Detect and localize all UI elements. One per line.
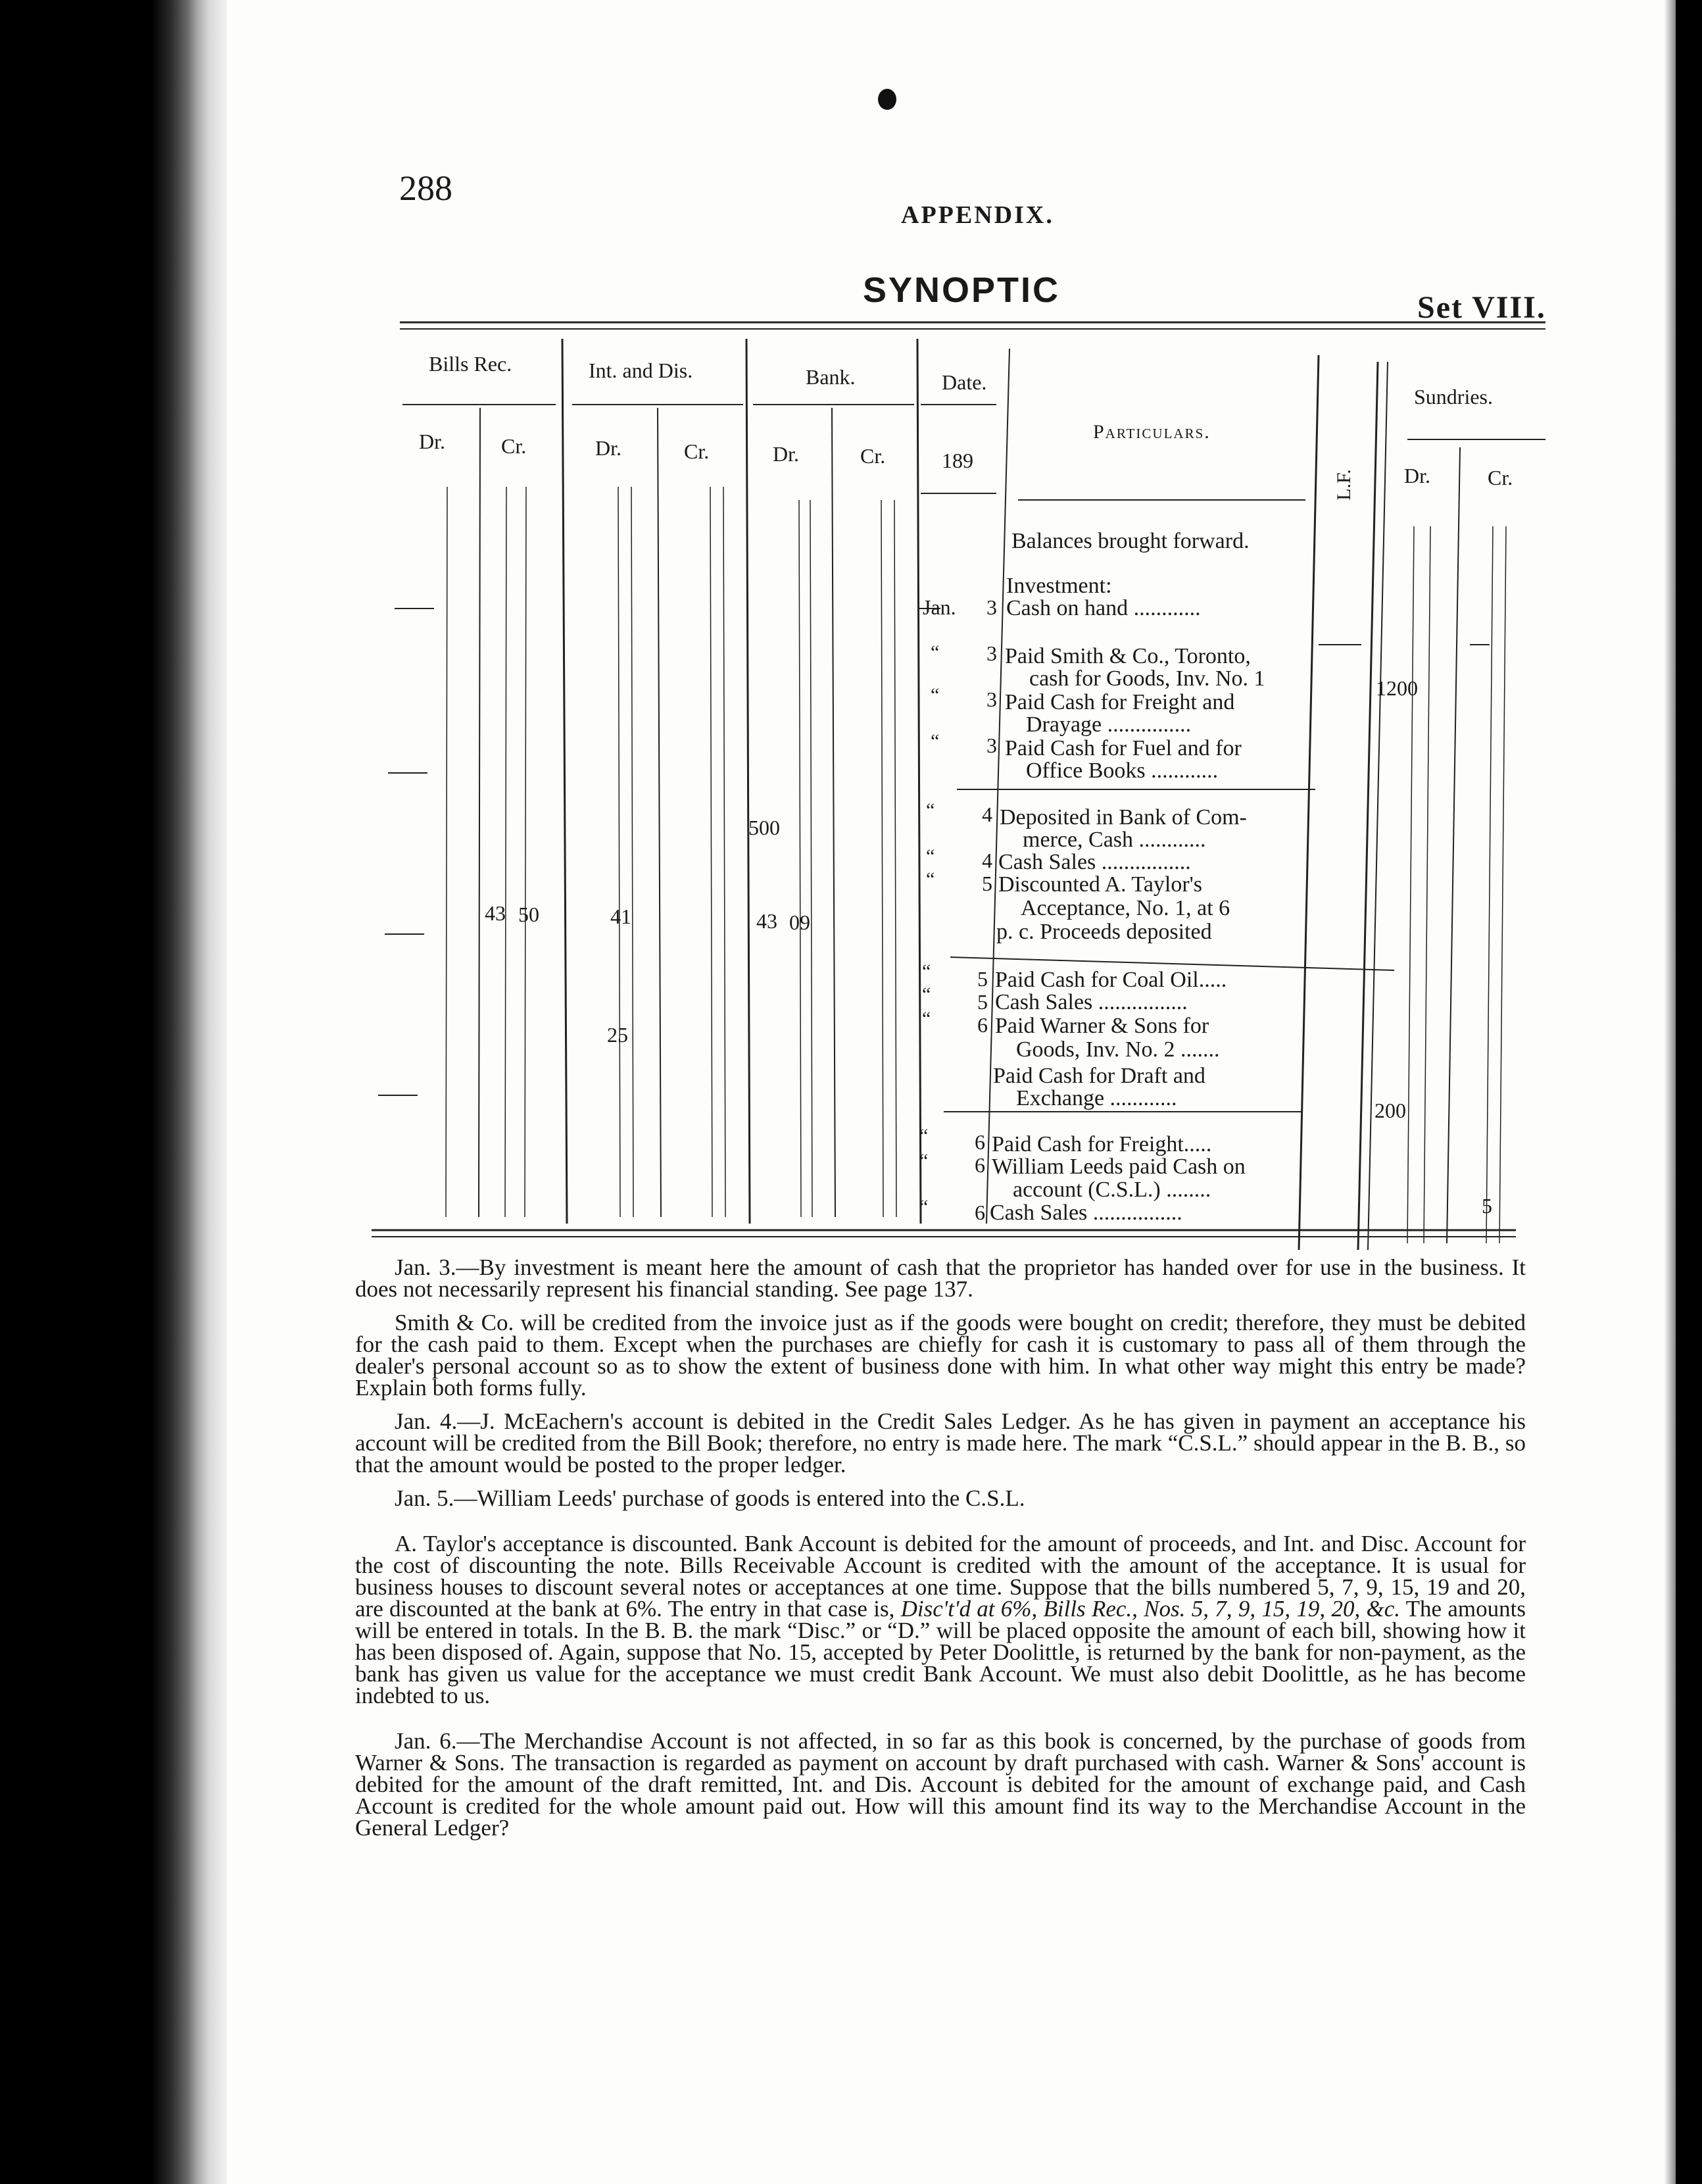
note-taylor-text-a: A. Taylor's acceptance is discounted. Bank Account is debited for the amount of proceeds, and Int. and Disc. Account for the cost of discounting the note. Bills Receivable Account is credited with the amount of the acceptance. It is usual for business houses to discount several notes or acceptances at one time. Suppose that the bills numbered 5, 7, 9, 15, 19 and 20, are discounted at the bank at 6%. The entry in that case is, (355, 1531, 1526, 1622)
entry-line: Paid Cash for Freight..... (992, 1132, 1212, 1156)
note-smith-co: Smith & Co. will be credited from the invoice just as if the goods were bought on credit; therefore, they must be debited for the cash paid to them. Except when the purchases are chiefly for cash it is customary to pass all of them through the dealer's personal account so as to show the extent of business done with him. In what other way might this entry be made? Explain both forms fully. (355, 1310, 1526, 1401)
set-label-text: Set VIII. (1417, 290, 1546, 325)
entry-ditto: “ (931, 684, 940, 706)
entry-line: Cash Sales ................ (990, 1201, 1182, 1225)
entry-ditto: “ (922, 983, 931, 1005)
entry-month: Jan. (923, 595, 956, 619)
entry-line: Cash on hand ............ (1006, 596, 1201, 620)
section-title: SYNOPTIC (863, 270, 1061, 310)
header-particulars: Particulars. (1093, 421, 1211, 443)
note-jan-6: Jan. 6.—The Merchandise Account is not affected, in so far as this book is concerned, by the purchase of goods from Warner & Sons. The transaction is regarded as payment on account by draft purchased with cash. Warner & Sons' account is debited for the amount of the draft remitted, Int. and Dis. Account is debited for the amount of exchange paid, and Cash Account is credited for the whole amount paid out. How will this amount find its way to the Merchandise Account in the General Ledger? (355, 1728, 1526, 1841)
balances-brought-forward: Balances brought forward. (1011, 529, 1250, 553)
entry-ditto: “ (919, 1196, 929, 1218)
entry-ditto: “ (931, 730, 940, 752)
header-bills-dr: Dr. (419, 430, 445, 453)
entry-line: Cash Sales ................ (995, 990, 1188, 1014)
entry-line: p. c. Proceeds deposited (996, 920, 1212, 944)
entry-ditto: “ (922, 1008, 931, 1030)
entry-day: 5 (977, 990, 988, 1014)
entry-ditto: “ (926, 799, 935, 821)
header-lf: L.F. (1332, 469, 1355, 501)
entry-line: cash for Goods, Inv. No. 1 (1029, 666, 1265, 691)
sundries-cr-amount: 5 (1482, 1194, 1492, 1218)
entry-day: 4 (982, 803, 992, 826)
entry-line: Office Books ............ (1026, 758, 1219, 783)
header-bills-cr: Cr. (501, 434, 527, 458)
sundries-dr-amount: 1200 (1376, 676, 1418, 700)
entry-day: 6 (975, 1153, 985, 1177)
entry-day: 4 (982, 849, 992, 872)
entry-ditto: “ (926, 868, 935, 890)
header-sundries-dr: Dr. (1404, 464, 1430, 487)
entry-line: account (C.S.L.) ........ (1013, 1178, 1211, 1202)
bank-dr-cents: 09 (789, 910, 810, 934)
note-jan-3: Jan. 3.—By investment is meant here the amount of cash that the proprietor has handed over for use in the business. It does not necessarily represent his financial standing. See page 137. (355, 1254, 1526, 1302)
entry-day: 3 (986, 595, 997, 619)
entry-ditto: “ (926, 845, 935, 867)
note-jan-5: Jan. 5.—William Leeds' purchase of goods is entered into the C.S.L. (395, 1485, 1025, 1511)
entry-ditto: “ (919, 1150, 929, 1172)
entry-line: Paid Cash for Draft and (993, 1064, 1205, 1088)
note-taylor-acceptance (355, 1533, 1526, 1706)
entry-ditto: “ (931, 641, 940, 663)
page-number: 288 (399, 168, 452, 208)
entry-line: Paid Warner & Sons for (995, 1014, 1209, 1038)
entry-line: Discounted A. Taylor's (998, 872, 1203, 897)
header-bills-rec: Bills Rec. (429, 352, 512, 376)
explanatory-notes (355, 1256, 1526, 1839)
note-jan-4: Jan. 4.—J. McEachern's account is debited in the Credit Sales Ledger. As he has given in payment an acceptance his account will be credited from the Bill Book; therefore, no entry is made here. The mark “C.S.L.” should appear in the B. B., so that the amount would be posted to the proper ledger. (355, 1408, 1526, 1477)
running-head: APPENDIX. (901, 201, 1054, 229)
entry-ditto: “ (919, 1125, 929, 1147)
printer-bullet-mark (878, 89, 896, 110)
page-sheet (227, 0, 1664, 2184)
entry-line: Paid Cash for Freight and (1005, 690, 1235, 714)
header-bank-dr: Dr. (773, 442, 799, 466)
entry-line: William Leeds paid Cash on (992, 1154, 1246, 1179)
int-dr-amount: 25 (607, 1023, 628, 1047)
header-sundries: Sundries. (1414, 385, 1493, 409)
header-int-and-dis: Int. and Dis. (589, 359, 693, 382)
note-taylor-text-b: The amounts will be entered in totals. In the B. B. the mark “Disc.” or “D.” will be placed opposite the amount of each bill, showing how it has been disposed of. Again, suppose that No. 15, accepted by Peter Doolittle, is returned by the bank for non-payment, as the bank has given us value for the acceptance we must credit Bank Account. We must also debit Doolittle, as he has become indebted to us. (355, 1596, 1526, 1708)
facing-page-edge (1676, 0, 1702, 2184)
entry-day: 5 (977, 967, 988, 991)
entry-line: Investment: (1006, 574, 1112, 598)
entry-day: 6 (975, 1201, 985, 1224)
header-sundries-cr: Cr. (1488, 466, 1513, 489)
entry-line: merce, Cash ............ (1023, 828, 1206, 852)
int-dr-amount: 41 (610, 905, 631, 928)
set-label (1417, 289, 1546, 326)
note-taylor-italic: Disc't'd at 6%, Bills Rec., Nos. 5, 7, 9, 15, 19, 20, &c. (900, 1596, 1401, 1622)
header-bank: Bank. (806, 365, 856, 389)
entry-day: 3 (986, 687, 997, 711)
header-int-cr: Cr. (684, 439, 710, 463)
bank-dr-amount: 500 (748, 816, 780, 839)
bills-cr-cents: 50 (518, 903, 539, 926)
entry-line: Paid Cash for Coal Oil..... (995, 968, 1227, 992)
entry-line: Paid Cash for Fuel and for (1005, 736, 1242, 760)
bills-cr-amount: 43 (485, 901, 506, 925)
sundries-dr-amount: 200 (1374, 1099, 1406, 1122)
entry-line: Paid Smith & Co., Toronto, (1005, 644, 1251, 668)
entry-day: 6 (977, 1013, 988, 1037)
entry-line: Drayage ............... (1026, 712, 1192, 737)
entry-line: Deposited in Bank of Com- (1000, 805, 1247, 830)
header-date: Date. (942, 370, 987, 394)
entry-line: Goods, Inv. No. 2 ....... (1016, 1037, 1220, 1062)
entry-line: Cash Sales ................ (998, 850, 1191, 874)
entry-day: 3 (986, 733, 997, 757)
entry-day: 3 (986, 641, 997, 665)
entry-line: Acceptance, No. 1, at 6 (1021, 896, 1230, 920)
header-year: 189 (942, 449, 973, 472)
book-spine-shadow (0, 0, 227, 2184)
header-int-dr: Dr. (595, 436, 621, 460)
entry-line: Exchange ............ (1016, 1086, 1177, 1110)
header-bank-cr: Cr. (860, 444, 886, 468)
entry-day: 6 (975, 1130, 985, 1154)
bank-dr-amount: 43 (756, 909, 777, 933)
entry-day: 5 (982, 872, 992, 895)
facing-page-edge-fade (1664, 0, 1676, 2184)
entry-ditto: “ (922, 960, 931, 982)
